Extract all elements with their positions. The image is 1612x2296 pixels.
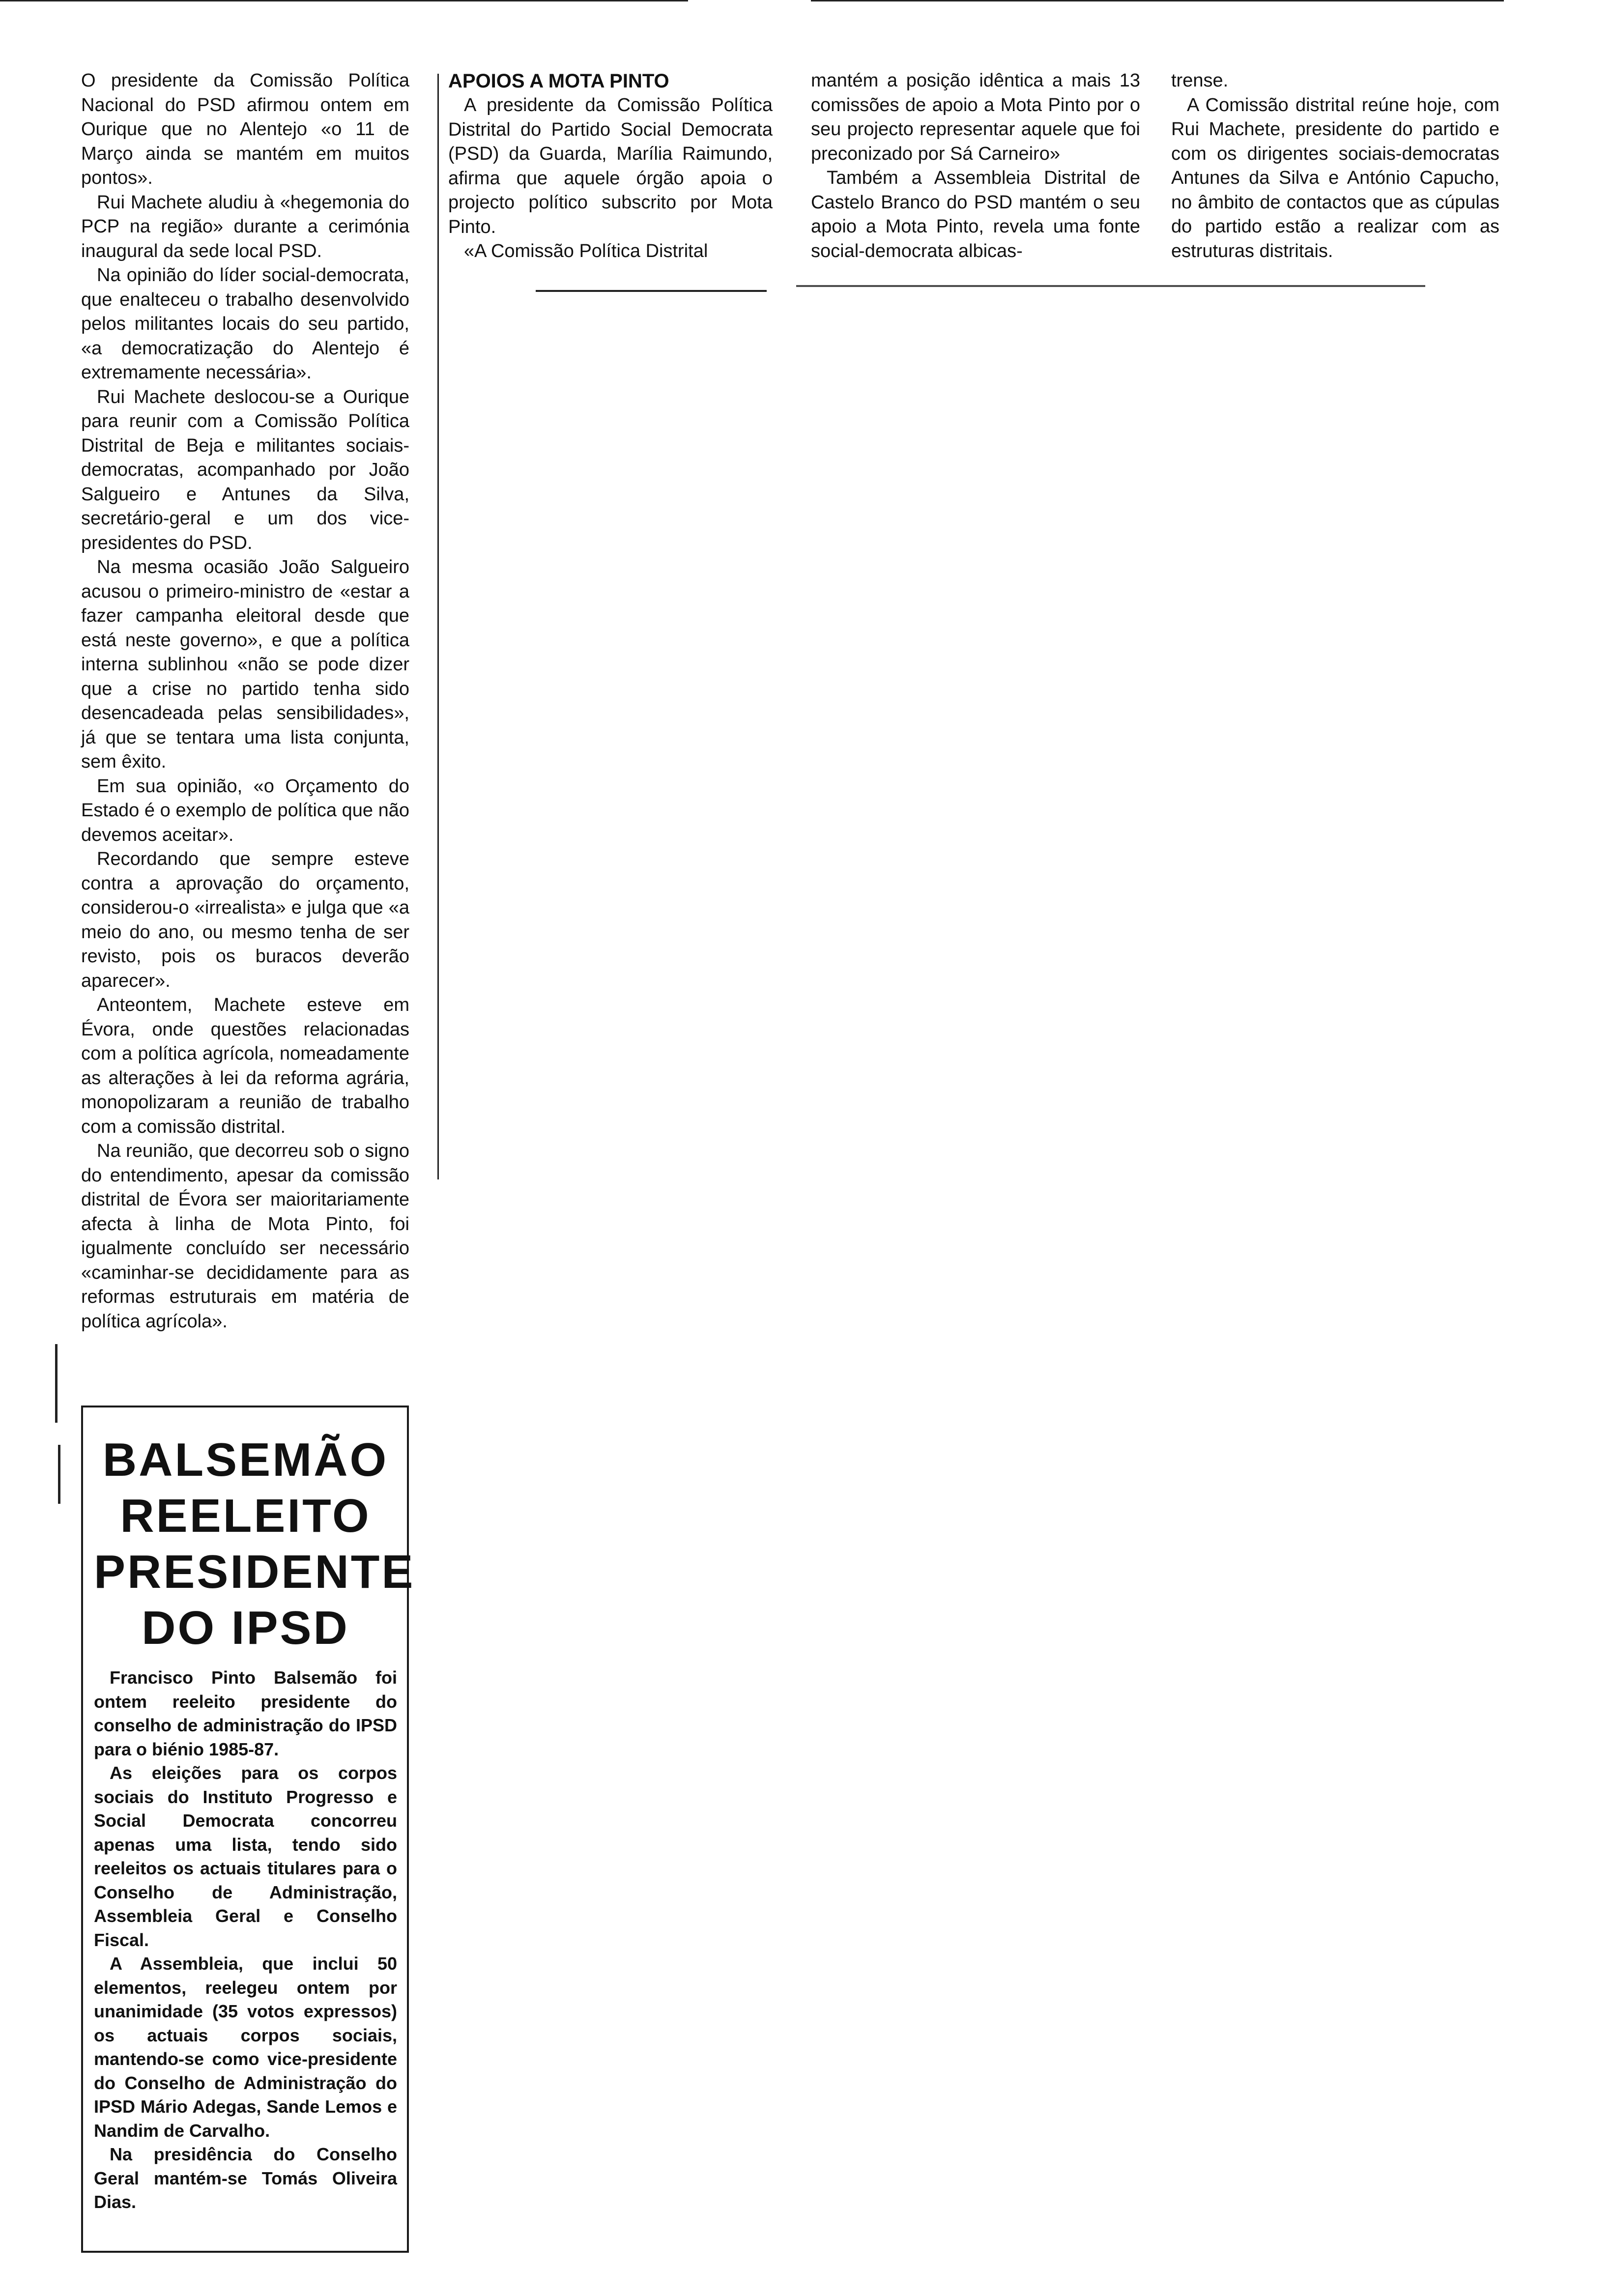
column-separator xyxy=(437,74,439,1179)
article-column-1 xyxy=(81,69,409,1334)
article-column-2 xyxy=(448,69,773,264)
boxed-article xyxy=(81,1406,415,2253)
section-heading: APOIOS A MOTA PINTO xyxy=(448,70,669,92)
paragraph: As eleições para os corpos sociais do Instituto Progresso e Social Democrata concorreu apenas uma lista, tendo sido reeleitos os actuais titulares para o Conselho de Administração, Assembleia Geral e Conselho Fiscal. xyxy=(94,1763,397,1950)
paragraph: Também a Assembleia Distrital de Castelo Branco do PSD mantém o seu apoio a Mota Pinto, revela uma fonte social-democrata albicas- xyxy=(811,168,1140,261)
paragraph: trense. xyxy=(1171,70,1229,91)
paragraph: Rui Machete aludiu à «hegemonia do PCP na região» durante a cerimónia inaugural da sede local PSD. xyxy=(81,192,409,261)
paragraph: Na opinião do líder social-democrata, que enalteceu o trabalho desenvolvido pelos militantes locais do seu partido, «a democratização do Alentejo é extremamente necessária». xyxy=(81,265,409,383)
margin-mark xyxy=(55,1344,58,1423)
paragraph: Anteontem, Machete esteve em Évora, onde questões relacionadas com a política agrícola, nomeadamente as alterações à lei da reforma agrária, monopolizaram a reunião de trabalho com a comissão distrital. xyxy=(81,995,409,1137)
paragraph: O presidente da Comissão Política Nacional do PSD afirmou ontem em Ourique que no Alentejo «o 11 de Março ainda se mantém em muitos pontos». xyxy=(81,70,409,188)
column-divider-rule xyxy=(796,285,1425,287)
article-column-3 xyxy=(811,69,1140,263)
headline xyxy=(94,1432,415,1656)
paragraph: Na reunião, que decorreu sob o signo do entendimento, apesar da comissão distrital de Évora ser maioritariamente afecta à linha de Mota Pinto, foi igualmente concluído ser necessário «caminhar-se decididamente para as reformas estruturais em matéria de política agrícola». xyxy=(81,1141,409,1332)
paragraph: Rui Machete deslocou-se a Ourique para reunir com a Comissão Política Distrital de Beja e militantes sociais-democratas, acompanhado por João Salgueiro e Antunes da Silva, secretário-geral e um dos vice-presidentes do PSD. xyxy=(81,386,409,553)
paragraph: A presidente da Comissão Política Distrital do Partido Social Democrata (PSD) da Guarda, Marília Raimundo, afirma que aquele órgão apoia o projecto político subscrito por Mota Pinto. xyxy=(448,95,773,237)
top-rule xyxy=(0,0,688,1)
headline-line: BALSEMÃO xyxy=(102,1434,389,1486)
paragraph: Na mesma ocasião João Salgueiro acusou o primeiro-ministro de «estar a fazer campanha eleitoral desde que está neste governo», e que a política interna sublinhou «não se pode dizer que a crise no partido tenha sido desencadeada pelas sensibilidades», já que se tentara uma lista conjunta, sem êxito. xyxy=(81,557,409,772)
paragraph: Francisco Pinto Balsemão foi ontem reeleito presidente do conselho de administração do IPSD para o biénio 1985-87. xyxy=(94,1667,397,1759)
paragraph: Recordando que sempre esteve contra a aprovação do orçamento, considerou-o «irrealista» e julga que «a meio do ano, ou mesmo tenha de ser revisto, pois os buracos deverão aparecer». xyxy=(81,849,409,991)
paragraph: «A Comissão Política Distrital xyxy=(464,241,708,261)
headline-line: DO IPSD xyxy=(142,1602,349,1654)
article-column-4 xyxy=(1171,69,1499,263)
boxed-article-body xyxy=(94,1666,397,2214)
paragraph: Na presidência do Conselho Geral mantém-se Tomás Oliveira Dias. xyxy=(94,2144,397,2212)
paragraph: A Assembleia, que inclui 50 elementos, reelegeu ontem por unanimidade (35 votos expressos) os actuais corpos sociais, mantendo-se como vice-presidente do Conselho de Administração do IPSD Mário Adegas, Sande Lemos e Nandim de Carvalho. xyxy=(94,1953,397,2141)
paragraph: mantém a posição idêntica a mais 13 comissões de apoio a Mota Pinto por o seu projecto representar aquele que foi preconizado por Sá Carneiro» xyxy=(811,70,1140,164)
headline-line: REELEITO xyxy=(120,1490,371,1542)
headline-line: PRESIDENTE xyxy=(94,1546,415,1598)
paragraph: Em sua opinião, «o Orçamento do Estado é o exemplo de política que não devemos aceitar». xyxy=(81,775,409,845)
column-divider-rule xyxy=(536,290,767,292)
paragraph: A Comissão distrital reúne hoje, com Rui Machete, presidente do partido e com os dirigentes sociais-democratas Antunes da Silva e António Capucho, no âmbito de contactos que as cúpulas do partido estão a realizar com as estruturas distritais. xyxy=(1171,94,1499,261)
margin-mark xyxy=(58,1445,60,1504)
top-rule-right xyxy=(811,0,1504,1)
